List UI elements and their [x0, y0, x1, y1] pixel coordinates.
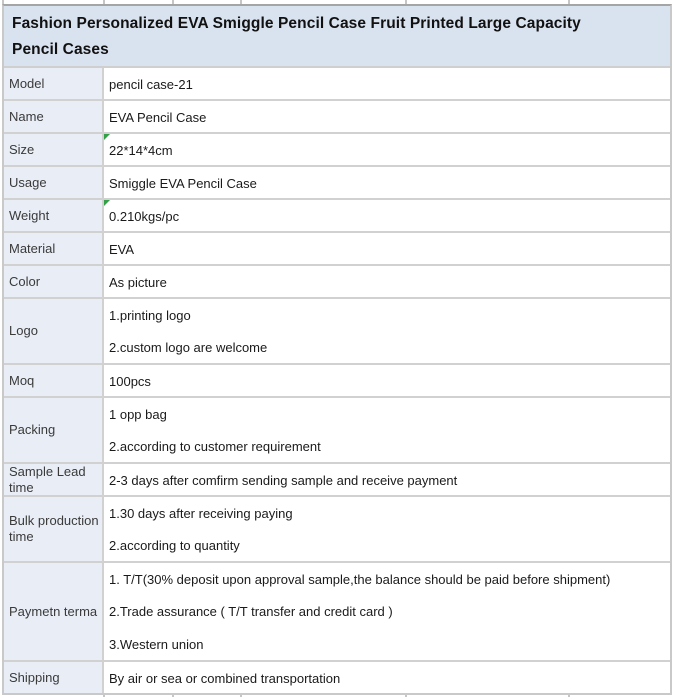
- row-value: [104, 233, 670, 264]
- row-label: Shipping: [4, 662, 104, 693]
- row-value: [104, 101, 670, 132]
- value-line: 0.210kgs/pc: [109, 209, 180, 224]
- row-label: Model: [4, 68, 104, 99]
- row-label: Packing: [4, 398, 104, 462]
- row-value: [104, 398, 670, 462]
- table-header: [4, 6, 670, 68]
- value-line: 22*14*4cm: [109, 143, 173, 158]
- row-value: [104, 464, 670, 495]
- row-label: Color: [4, 266, 104, 297]
- row-label: Bulk production time: [4, 497, 104, 561]
- value-line: As picture: [109, 275, 167, 290]
- spec-table: [2, 4, 672, 695]
- value-line: pencil case-21: [109, 77, 193, 92]
- gridline-tick: [405, 0, 407, 4]
- table-row-size: [4, 134, 670, 167]
- row-label: Size: [4, 134, 104, 165]
- gridline-tick: [172, 0, 174, 4]
- comment-marker-icon: [104, 200, 110, 206]
- row-value: [104, 167, 670, 198]
- row-value: [104, 563, 670, 660]
- value-line: 1.30 days after receiving paying: [109, 506, 293, 521]
- row-label: Name: [4, 101, 104, 132]
- row-value: [104, 497, 670, 561]
- value-line: 2.Trade assurance ( T/T transfer and credit card ): [109, 604, 393, 620]
- table-row-model: [4, 68, 670, 101]
- product-title: Fashion Personalized EVA Smiggle Pencil Case Fruit Printed Large Capacity Pencil Cases: [12, 15, 581, 58]
- gridline-tick: [568, 0, 570, 4]
- table-row-usage: [4, 167, 670, 200]
- table-row-bulk-production-time: [4, 497, 670, 563]
- table-row-color: [4, 266, 670, 299]
- row-label: Weight: [4, 200, 104, 231]
- row-value: [104, 662, 670, 693]
- table-row-packing: [4, 398, 670, 464]
- row-label: Logo: [4, 299, 104, 363]
- table-row-sample-lead-time: [4, 464, 670, 497]
- row-value: [104, 299, 670, 363]
- row-label: Usage: [4, 167, 104, 198]
- row-value: [104, 200, 670, 231]
- table-row-name: [4, 101, 670, 134]
- row-value: [104, 134, 670, 165]
- value-line: Smiggle EVA Pencil Case: [109, 176, 257, 191]
- value-line: 100pcs: [109, 374, 151, 389]
- row-label: Moq: [4, 365, 104, 396]
- row-label: Sample Lead time: [4, 464, 104, 495]
- table-row-moq: [4, 365, 670, 398]
- gridline-remnant-top: [2, 0, 672, 4]
- gridline-tick: [240, 0, 242, 4]
- row-value: [104, 68, 670, 99]
- value-line: 2.according to quantity: [109, 538, 240, 553]
- value-line: 1.printing logo: [109, 308, 191, 323]
- table-row-shipping: [4, 662, 670, 695]
- value-line: 2.custom logo are welcome: [109, 340, 268, 355]
- row-label: Material: [4, 233, 104, 264]
- value-line: 2.according to customer requirement: [109, 439, 321, 454]
- value-line: 2-3 days after comfirm sending sample and receive payment: [109, 473, 458, 488]
- value-line: EVA: [109, 242, 135, 257]
- value-line: EVA Pencil Case: [109, 110, 207, 125]
- table-row-payment-terms: [4, 563, 670, 662]
- value-line: 3.Western union: [109, 636, 204, 652]
- table-row-logo: [4, 299, 670, 365]
- row-value: [104, 365, 670, 396]
- value-line: 1 opp bag: [109, 407, 167, 422]
- row-value: [104, 266, 670, 297]
- table-row-weight: [4, 200, 670, 233]
- value-line: By air or sea or combined transportation: [109, 671, 341, 686]
- gridline-tick: [103, 0, 105, 4]
- value-line: 1. T/T(30% deposit upon approval sample,the balance should be paid before shipment): [109, 572, 611, 587]
- comment-marker-icon: [104, 134, 110, 140]
- gridline-tick: [2, 0, 4, 4]
- row-label: Paymetn terma: [4, 563, 104, 660]
- table-row-material: [4, 233, 670, 266]
